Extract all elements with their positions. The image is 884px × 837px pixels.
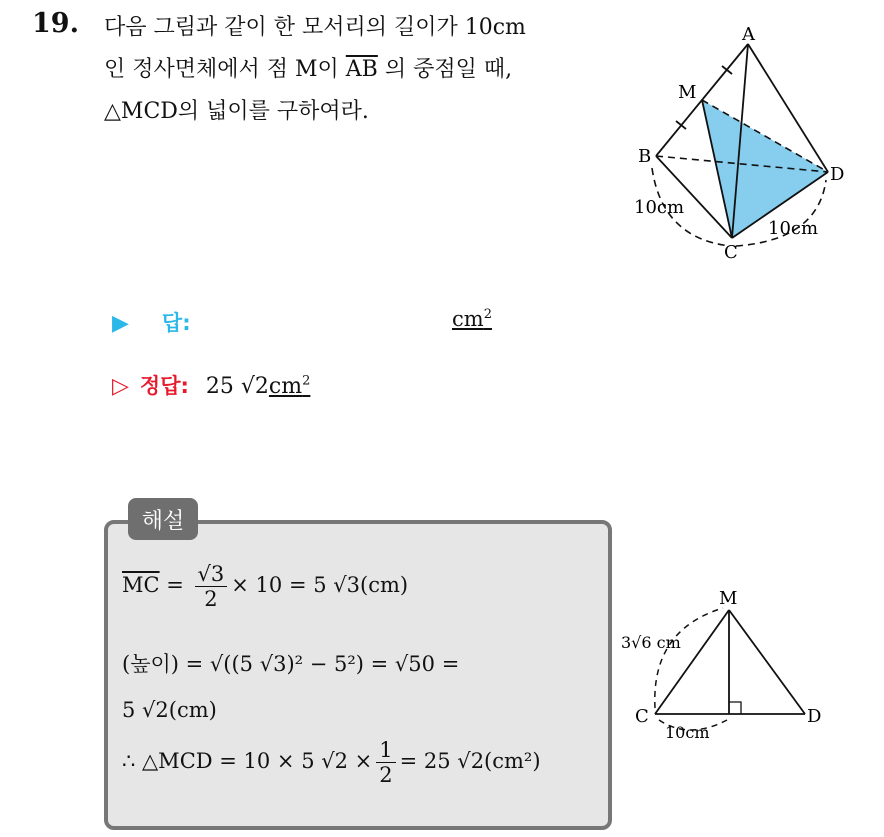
label-cd-length: 10cm bbox=[768, 218, 819, 239]
answer-label: 답: bbox=[161, 311, 191, 335]
explanation-line-2: (높이) = √((5 √3)² − 5²) = √50 = bbox=[122, 652, 460, 676]
label-b: B bbox=[638, 146, 652, 167]
answer-unit: $cm^2$ bbox=[452, 307, 492, 331]
label-d2: D bbox=[807, 706, 822, 727]
correct-answer-row bbox=[112, 370, 310, 400]
question-line-1: 다음 그림과 같이 한 모서리의 길이가 10cm bbox=[104, 15, 526, 40]
question-line-2: 인 정사면체에서 점 M이 $\overline{AB}$ 의 중점일 때, bbox=[104, 57, 513, 82]
play-icon: ▶ bbox=[112, 311, 129, 336]
outline-play-icon: ▷ bbox=[112, 374, 129, 399]
answer-row bbox=[112, 307, 191, 337]
label-m2: M bbox=[719, 588, 738, 609]
label-mc-length: 3√6 cm bbox=[621, 633, 681, 652]
label-c2: C bbox=[635, 706, 649, 727]
question-line-3: △MCD의 넓이를 구하여라. bbox=[104, 99, 369, 124]
arc-mc bbox=[655, 608, 723, 708]
side-md bbox=[729, 610, 805, 714]
segment-ab: $\overline{AB}$ bbox=[345, 57, 378, 82]
explanation-line-3: 5 √2(cm) bbox=[122, 698, 217, 722]
label-m: M bbox=[678, 82, 697, 103]
explanation-line-1: $\overline{MC}$ = $\frac{√3}{2}$ × 10 = 5 √3(cm) bbox=[122, 562, 409, 611]
label-base-length: 10cm bbox=[665, 723, 710, 742]
label-a: A bbox=[742, 24, 755, 45]
explanation-tag: 해설 bbox=[128, 498, 198, 540]
triangle-mcd-figure bbox=[615, 580, 835, 750]
explanation-line-4: ∴ △MCD = 10 × 5 √2 × $\frac{1}{2}$ = 25 √2(cm²) bbox=[122, 738, 541, 787]
correct-answer-value: 25 √2 bbox=[205, 374, 269, 399]
side-mc bbox=[655, 610, 729, 714]
correct-answer-label: 정답: bbox=[139, 374, 189, 398]
label-c: C bbox=[724, 242, 738, 263]
right-angle-mark bbox=[729, 702, 741, 714]
label-bc-length: 10cm bbox=[634, 197, 685, 218]
tetrahedron-figure bbox=[622, 18, 862, 268]
label-d: D bbox=[830, 164, 845, 185]
correct-answer-unit: $cm^2$ bbox=[268, 373, 311, 399]
question-number: 19. bbox=[32, 8, 79, 39]
